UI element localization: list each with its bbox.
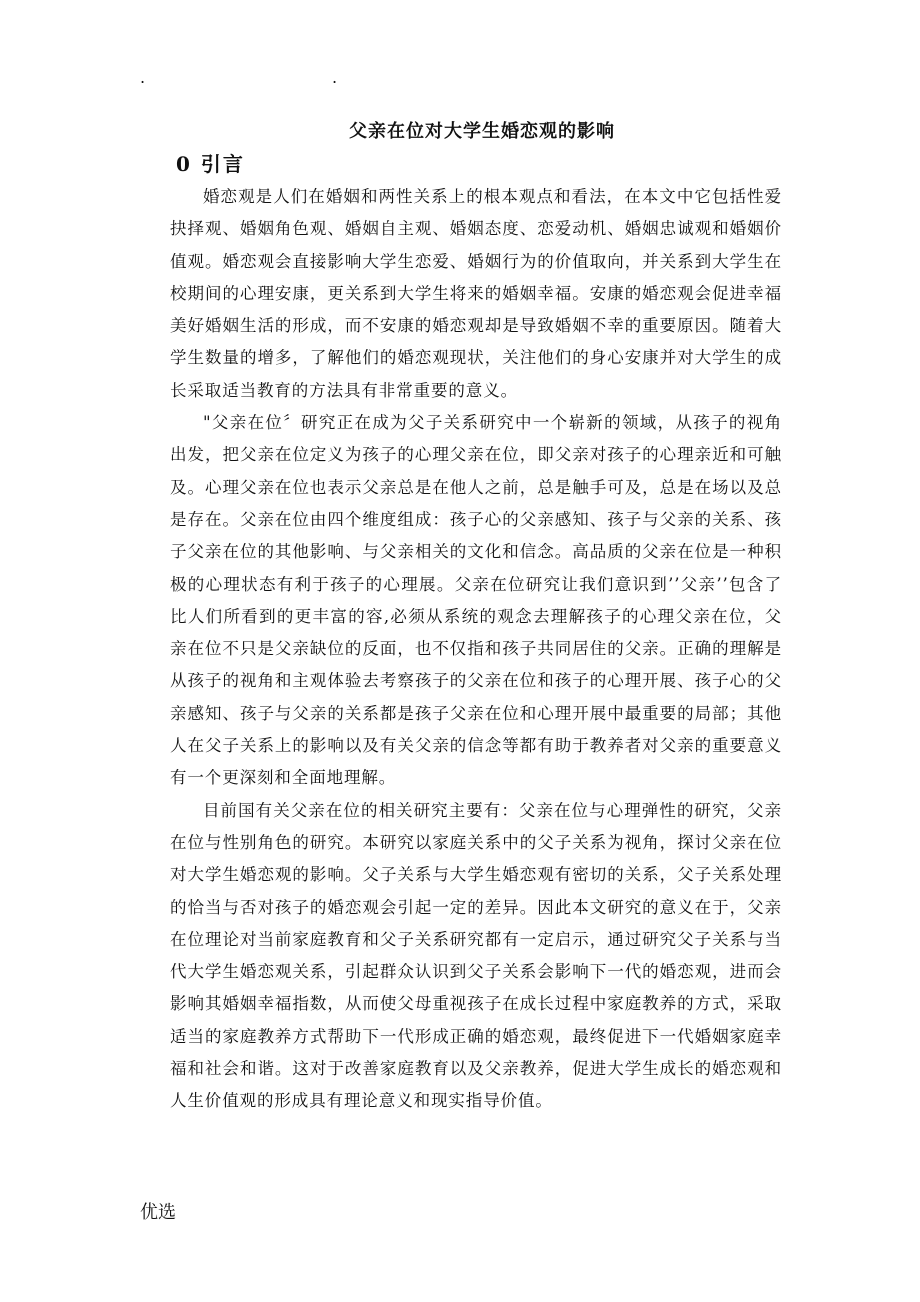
body-paragraph-1: 婚恋观是人们在婚姻和两性关系上的根本观点和看法，在本文中它包括性爱抉择观、婚姻角色观、婚姻自主观、婚姻态度、恋爱动机、婚姻忠诚观和婚姻价值观。婚恋观会直接影响大学生恋爱、婚姻行为的价值取向，并关系到大学生在校期间的心理安康，更关系到大学生将来的婚姻幸福。安康的婚恋观会促进幸福美好婚姻生活的形成，而不安康的婚恋观却是导致婚姻不幸的重要原因。随着大学生数量的增多，了解他们的婚恋观现状，关注他们的身心安康并对大学生的成长采取适当教育的方法具有非常重要的意义。 [170, 187, 782, 400]
body-paragraph-2: "父亲在位〞研究正在成为父子关系研究中一个崭新的领域，从孩子的视角出发，把父亲在位定义为孩子的心理父亲在位，即父亲对孩子的心理亲近和可触及。心理父亲在位也表示父亲总是在他人之前，总是触手可及，总是在场以及总是存在。父亲在位由四个维度组成：孩子心的父亲感知、孩子与父亲的关系、孩子父亲在位的其他影响、与父亲相关的文化和信念。高品质的父亲在位是一种积极的心理状态有利于孩子的心理展。父亲在位研究让我们意识到’’父亲’’包含了比人们所看到的更丰富的容,必须从系统的观念去理解孩子的心理父亲在位，父亲在位不只是父亲缺位的反面，也不仅指和孩子共同居住的父亲。正确的理解是从孩子的视角和主观体验去考察孩子的父亲在位和孩子的心理开展、孩子心的父亲感知、孩子与父亲的关系都是孩子父亲在位和心理开展中最重要的局部；其他人在父子关系上的影响以及有关父亲的信念等都有助于教养者对父亲的重要意义有一个更深刻和全面地理解。 [170, 413, 782, 788]
section-heading-introduction: 0 引言 [176, 152, 245, 176]
body-paragraph-3: 目前国有关父亲在位的相关研究主要有：父亲在位与心理弹性的研究，父亲在位与性别角色的研究。本研究以家庭关系中的父子关系为视角，探讨父亲在位对大学生婚恋观的影响。父子关系与大学生婚恋观有密切的关系，父子关系处理的恰当与否对孩子的婚恋观会引起一定的差异。因此本文研究的意义在于，父亲在位理论对当前家庭教育和父子关系研究都有一定启示，通过研究父子关系与当代大学生婚恋观关系，引起群众认识到父子关系会影响下一代的婚恋观，进而会影响其婚姻幸福指数，从而使父母重视孩子在成长过程中家庭教养的方式，采取适当的家庭教养方式帮助下一代形成正确的婚恋观，最终促进下一代婚姻家庭幸福和社会和谐。这对于改善家庭教育以及父亲教养，促进大学生成长的婚恋观和人生价值观的形成具有理论意义和现实指导价值。 [170, 800, 782, 1111]
document-title: 父亲在位对大学生婚恋观的影响 [349, 121, 615, 142]
header-dot-right: . [332, 68, 338, 87]
footer-label: 优选 [140, 1202, 176, 1223]
document-body [170, 181, 782, 1118]
header-dot-left: . [140, 68, 146, 87]
